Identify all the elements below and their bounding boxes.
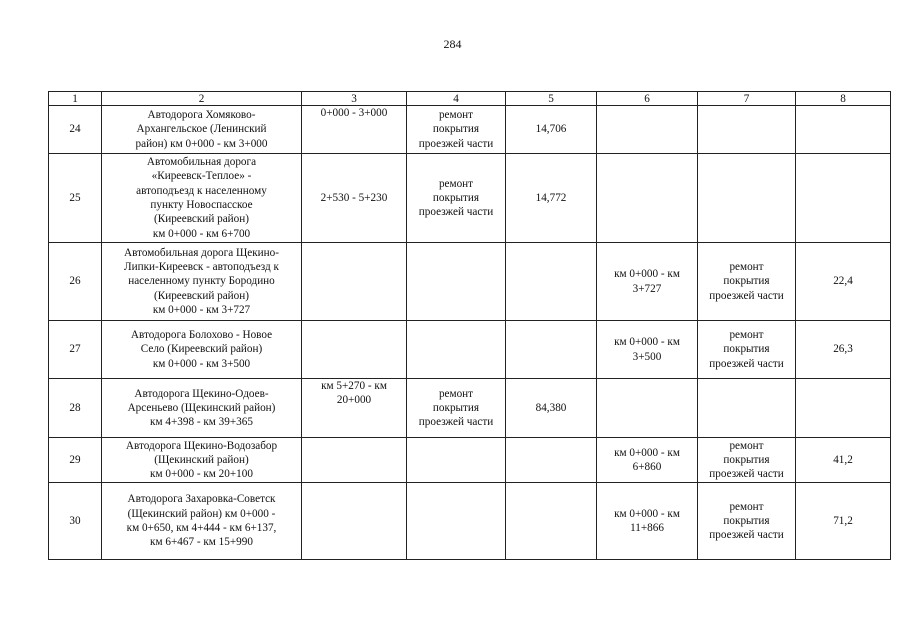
work-type-cell-2-line: покрытия [723,453,770,466]
length-cell-2 [796,106,891,154]
length-cell: 84,380 [506,379,597,438]
work-type-cell [407,483,506,560]
road-name-cell-line: Архангельское (Ленинский [136,123,267,136]
section-km-cell-line: 20+000 [336,394,372,407]
length-cell-2: 71,2 [796,483,891,560]
section-km-cell-2-line: 6+860 [632,461,662,473]
table-row [49,483,891,560]
work-type-cell [407,321,506,379]
work-type-cell-line: ремонт [438,387,474,400]
work-type-cell [407,154,506,243]
table-row [49,106,891,154]
row-number-cell: 30 [49,483,102,560]
road-name-cell-line: Автодорога Щекино-Одоев- [134,387,269,400]
road-name-cell-line: Автомобильная дорога [146,156,257,169]
column-header: 1 [49,92,102,106]
work-type-cell-2-line: проезжей части [709,468,784,481]
work-type-cell-2 [698,154,796,243]
work-type-cell-2 [698,321,796,379]
work-type-cell-2-line: ремонт [729,329,764,342]
work-type-cell-2 [698,243,796,321]
work-type-cell-line: покрытия [432,401,480,414]
section-km-cell-2-line: 3+500 [632,350,662,363]
section-km-cell-2 [597,483,698,560]
length-cell [506,243,597,321]
section-km-cell-2-line: км 0+000 - км [614,268,680,281]
road-name-cell-line: км 0+000 - км 6+700 [152,227,251,240]
road-name-cell-line: населенному пункту Бородино [128,275,275,288]
work-type-cell-2-line: ремонт [729,500,764,513]
work-type-cell-2-line: покрытия [723,275,770,288]
work-type-cell-line: проезжей части [418,416,494,429]
row-number-cell: 27 [49,321,102,379]
road-name-cell [102,438,302,483]
work-type-cell-line: проезжей части [418,206,494,219]
road-name-cell-line: Автодорога Болохово - Новое [130,329,273,342]
road-name-cell-line: (Киреевский район) [154,213,249,226]
length-cell [506,438,597,483]
work-type-cell-line: ремонт [438,177,474,190]
work-type-cell-line: покрытия [432,123,480,136]
length-cell-2: 41,2 [796,438,891,483]
work-type-cell [407,106,506,154]
work-type-cell-2 [698,379,796,438]
section-km-cell [302,243,407,321]
column-header: 2 [102,92,302,106]
road-name-cell-line: пункту Новоспасское [150,199,253,211]
column-header: 6 [597,92,698,106]
section-km-cell [302,154,407,243]
work-type-cell-line: ремонт [438,109,474,122]
table-row [49,379,891,438]
column-number-row [49,92,891,106]
work-type-cell [407,379,506,438]
work-type-cell-2 [698,106,796,154]
length-cell [506,321,597,379]
work-type-cell-2-line: проезжей части [709,289,784,302]
column-header: 4 [407,92,506,106]
section-km-cell-2 [597,243,698,321]
row-number-cell: 28 [49,379,102,438]
section-km-cell [302,438,407,483]
road-name-cell-line: Арсеньево (Щекинский район) [127,401,276,414]
section-km-cell-2-line: 11+866 [630,522,664,534]
length-cell [506,483,597,560]
work-type-cell-2-line: ремонт [729,439,764,452]
section-km-cell-2 [597,379,698,438]
road-name-cell-line: Автодорога Щекино-Водозабор [125,439,278,452]
work-type-cell-2 [698,483,796,560]
work-type-cell-2-line: покрытия [723,343,770,356]
road-name-cell-line: км 0+000 - км 3+727 [152,303,251,316]
work-type-cell-line: покрытия [432,191,480,204]
road-name-cell-line: автоподъезд к населенному [136,184,267,197]
road-name-cell [102,154,302,243]
section-km-cell [302,321,407,379]
section-km-cell-2-line: км 0+000 - км [614,446,680,459]
road-name-cell [102,379,302,438]
road-name-cell [102,483,302,560]
page-number: 284 [443,37,462,51]
length-cell-2: 26,3 [796,321,891,379]
road-name-cell-line: Село (Киреевский район) [140,343,263,356]
table-row [49,243,891,321]
section-km-cell-2 [597,106,698,154]
length-cell-2: 22,4 [796,243,891,321]
length-cell: 14,772 [506,154,597,243]
length-cell: 14,706 [506,106,597,154]
road-name-cell-line: «Киреевск-Теплое» - [151,170,252,183]
table-row [49,154,891,243]
section-km-cell-2 [597,154,698,243]
column-header: 8 [796,92,891,106]
section-km-cell [302,483,407,560]
length-cell-2 [796,154,891,243]
row-number-cell: 26 [49,243,102,321]
road-name-cell-line: Автодорога Захаровка-Советск [127,493,276,506]
work-type-cell [407,438,506,483]
work-type-cell-2-line: ремонт [729,261,764,274]
road-name-cell-line: Липки-Киреевск - автоподъезд к [124,261,279,274]
road-name-cell [102,321,302,379]
section-km-cell-2 [597,438,698,483]
section-km-cell [302,379,407,438]
column-header: 7 [698,92,796,106]
road-name-cell [102,106,302,154]
road-name-cell-line: км 6+467 - км 15+990 [150,536,253,549]
work-type-cell-line: проезжей части [418,137,494,150]
work-type-cell [407,243,506,321]
road-repair-table [48,91,891,560]
work-type-cell-2 [698,438,796,483]
road-name-cell-line: район) км 0+000 - км 3+000 [135,137,268,150]
row-number-cell: 25 [49,154,102,243]
road-name-cell [102,243,302,321]
work-type-cell-2-line: проезжей части [709,357,784,370]
road-name-cell-line: км 0+000 - км 3+500 [152,357,251,370]
work-type-cell-2-line: покрытия [723,514,770,527]
table-row [49,321,891,379]
road-name-cell-line: (Киреевский район) [154,289,249,302]
length-cell-2 [796,379,891,438]
section-km-cell [302,106,407,154]
road-name-cell-line: км 0+650, км 4+444 - км 6+137, [126,522,277,534]
road-name-cell-line: км 0+000 - км 20+100 [150,468,253,481]
section-km-cell-2 [597,321,698,379]
section-km-cell-2-line: 3+727 [632,282,662,295]
section-km-cell-2-line: км 0+000 - км [614,507,680,520]
section-km-cell-line: 0+000 - 3+000 [320,107,388,119]
section-km-cell-2-line: км 0+000 - км [614,336,680,349]
road-name-cell-line: Автомобильная дорога Щекино- [124,246,279,259]
road-name-cell-line: км 4+398 - км 39+365 [150,416,253,429]
road-name-cell-line: Автодорога Хомяково- [147,109,256,122]
road-name-cell-line: (Щекинский район) км 0+000 - [127,507,276,520]
row-number-cell: 29 [49,438,102,483]
column-header: 5 [506,92,597,106]
row-number-cell: 24 [49,106,102,154]
section-km-cell-line: 2+530 - 5+230 [320,191,388,204]
section-km-cell-line: км 5+270 - км [321,380,387,392]
column-header: 3 [302,92,407,106]
table-row [49,438,891,483]
road-name-cell-line: (Щекинский район) [154,453,249,466]
work-type-cell-2-line: проезжей части [709,529,784,542]
